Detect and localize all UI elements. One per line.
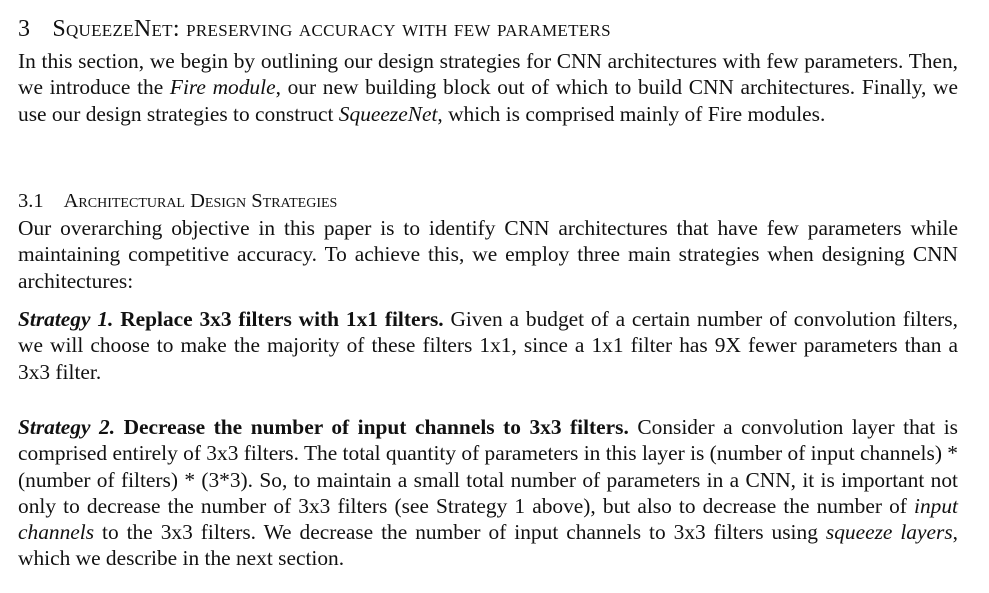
strategy-1-label: Strategy 1. [18,307,114,331]
fire-module-term: Fire module [169,75,276,100]
intro-text-2: , our new building block out of which to build CNN architectures. Finally, we use our design strategies to construct [18,75,958,126]
input-channels-term: input channels [18,493,958,545]
section-number: 3 [18,16,31,42]
subsection-number: 3.1 [18,190,44,212]
subsection-title: Architectural Design Strategies [63,190,338,212]
strategy-2-paragraph [18,414,958,572]
intro-text-1: In this section, we begin by outlining our design strategies for CNN architectures with few parameters. Then, we introduce the [18,49,958,100]
squeeze-layers-term: squeeze layers [825,520,953,545]
strategy-2-text-3: , which we describe in the next section. [18,520,958,571]
squeezenet-term: SqueezeNet [338,101,438,126]
strategy-2-text-1: Consider a convolution layer that is comprised entirely of 3x3 filters. The total quantity of parameters in this layer is (number of input channels) * (number of filters) * (3*3). So, to maintain a small total number of parameters in a CNN, it is important not only to decrease the number of 3x3 filters (see Strategy 1 above), but also to decrease the number of [18,415,958,518]
section-intro-paragraph [18,48,958,127]
strategy-2-label: Strategy 2. [18,415,116,439]
design-strategies-paragraph: Our overarching objective in this paper is to identify CNN architectures that have few parameters while maintaining competitive accuracy. To achieve this, we employ three main strategies when designing CNN architectures: [18,216,958,293]
strategy-2-text-2: to the 3x3 filters. We decrease the number of input channels to 3x3 filters using [94,520,826,545]
section-heading [18,14,611,44]
strategy-1-text: Given a budget of a certain number of convolution filters, we will choose to make the majority of these filters 1x1, since a 1x1 filter has 9X fewer parameters than a 3x3 filter. [18,307,958,384]
strategy-1-paragraph [18,306,958,385]
strategy-1-bold: Replace 3x3 filters with 1x1 filters. [120,307,444,331]
intro-text-3: , which is comprised mainly of Fire modules. [437,101,826,126]
subsection-heading [18,188,337,214]
section-title: SqueezeNet: preserving accuracy with few parameters [52,16,611,42]
strategy-2-bold: Decrease the number of input channels to 3x3 filters. [123,415,629,439]
